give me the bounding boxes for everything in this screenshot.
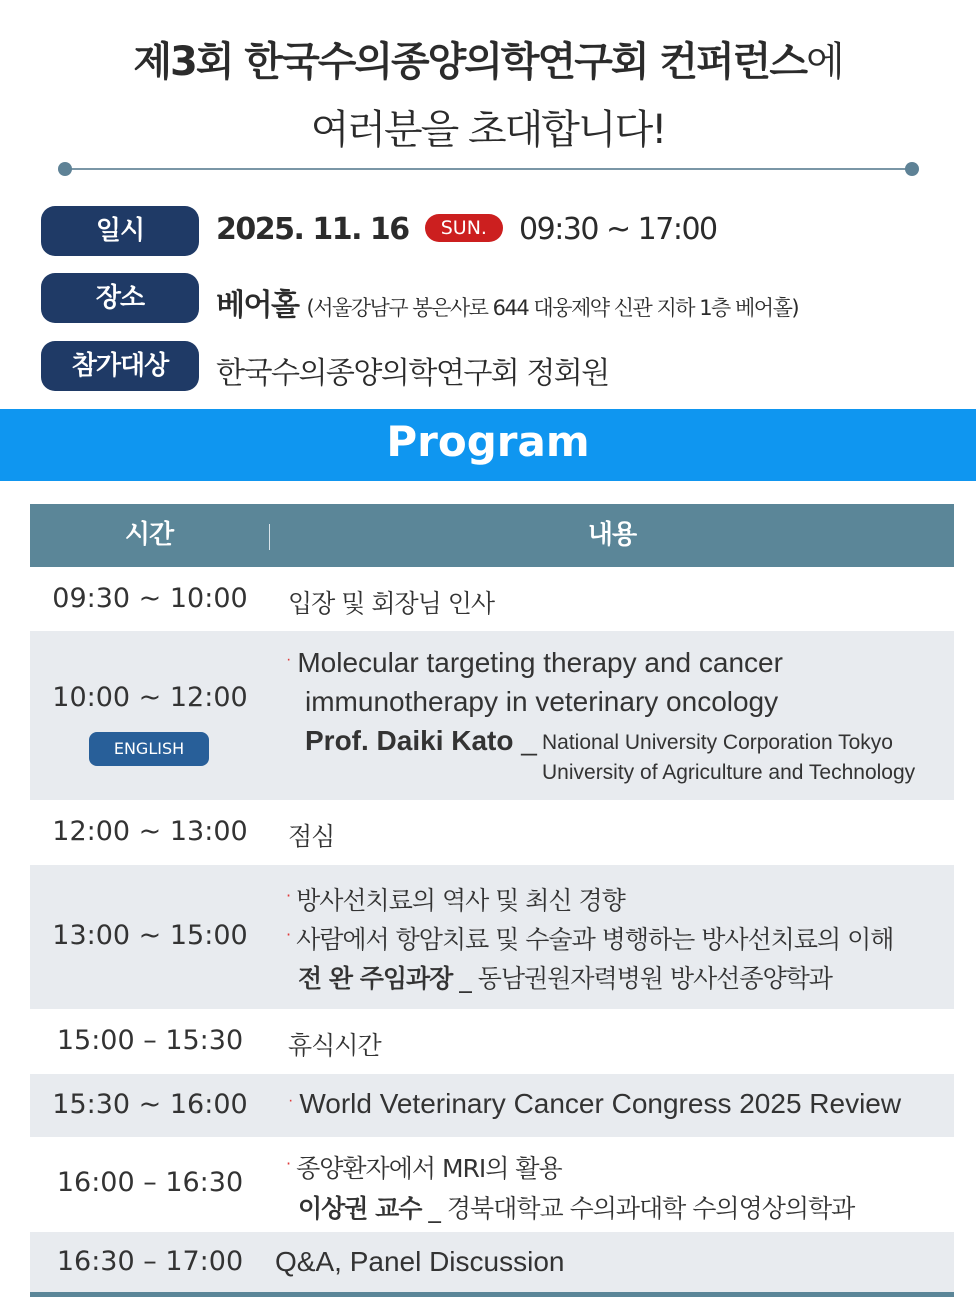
table-row bbox=[30, 1137, 954, 1232]
bullet-icon: · bbox=[288, 1092, 294, 1109]
english-badge: ENGLISH bbox=[89, 732, 209, 766]
weekday-badge: SUN. bbox=[425, 214, 503, 242]
row-content: 점심 bbox=[288, 822, 335, 851]
program-heading: Program bbox=[386, 417, 590, 466]
row-content: · World Veterinary Cancer Congress 2025 Review bbox=[288, 1088, 902, 1119]
row-content: 입장 및 회장님 인사 bbox=[288, 589, 495, 618]
speaker-line: 전 완 주임과장 _ 동남권원자력병원 방사선종양학과 bbox=[298, 964, 832, 993]
table-row bbox=[30, 800, 954, 865]
session-title-line1: · 종양환자에서 MRI의 활용 bbox=[286, 1154, 562, 1183]
divider-line bbox=[66, 168, 912, 170]
row-time: 12:00 ~ 13:00 bbox=[52, 816, 248, 847]
row-time: 16:00 – 16:30 bbox=[56, 1167, 244, 1198]
table-bottom-border bbox=[30, 1292, 954, 1297]
divider-dot-right bbox=[905, 162, 919, 176]
bullet-icon: · bbox=[286, 886, 291, 905]
page-title: 제3회 한국수의종양의학연구회 컨퍼런스에 bbox=[133, 39, 843, 85]
table-row bbox=[30, 567, 954, 631]
audience: 한국수의종양의학연구회 정회원 bbox=[216, 356, 609, 391]
bullet-icon: · bbox=[286, 1154, 291, 1173]
row-time: 15:30 ~ 16:00 bbox=[52, 1089, 248, 1120]
program-band bbox=[0, 409, 976, 481]
table-row bbox=[30, 631, 954, 800]
row-time: 15:00 – 15:30 bbox=[56, 1025, 244, 1056]
row-time: 09:30 ~ 10:00 bbox=[52, 583, 248, 614]
place-label: 장소 bbox=[41, 273, 199, 323]
place-address: (서울강남구 봉은사로 644 대웅제약 신관 지하 1층 베어홀) bbox=[306, 296, 799, 320]
speaker-affiliation: 동남권원자력병원 방사선종양학과 bbox=[477, 964, 832, 993]
speaker-name: Prof. Daiki Kato bbox=[305, 725, 514, 756]
place-row bbox=[216, 280, 798, 324]
divider-dot-left bbox=[58, 162, 72, 176]
row-time: 16:30 – 17:00 bbox=[56, 1246, 244, 1277]
session-title-line2: immunotherapy in veterinary oncology bbox=[305, 686, 779, 717]
column-header-time: 시간 bbox=[124, 520, 174, 550]
table-row bbox=[30, 865, 954, 1009]
speaker-affiliation: 경북대학교 수의과대학 수의영상의학과 bbox=[446, 1194, 855, 1223]
place-name: 베어홀 bbox=[216, 288, 299, 323]
date-row bbox=[216, 212, 717, 247]
speaker-affiliation-line2: University of Agriculture and Technology bbox=[542, 761, 916, 784]
event-time: 09:30 ~ 17:00 bbox=[519, 212, 717, 247]
column-header-content: 내용 bbox=[587, 520, 637, 550]
bullet-icon: · bbox=[286, 651, 292, 668]
page-subtitle: 여러분을 초대합니다! bbox=[310, 107, 666, 153]
session-title-line2: · 사람에서 항암치료 및 수술과 병행하는 방사선치료의 이해 bbox=[286, 925, 894, 954]
table-header bbox=[30, 504, 954, 567]
row-time: 10:00 ~ 12:00 bbox=[52, 682, 248, 713]
speaker-name: 이상권 교수 bbox=[298, 1194, 422, 1223]
speaker-line: Prof. Daiki Kato _ bbox=[305, 725, 537, 756]
date-label: 일시 bbox=[41, 206, 199, 256]
table-row bbox=[30, 1009, 954, 1074]
bullet-icon: · bbox=[286, 925, 291, 944]
audience-label: 참가대상 bbox=[41, 341, 199, 391]
speaker-line: 이상권 교수 _ 경북대학교 수의과대학 수의영상의학과 bbox=[298, 1194, 855, 1223]
table-row bbox=[30, 1074, 954, 1137]
table-row bbox=[30, 1232, 954, 1292]
row-time: 13:00 ~ 15:00 bbox=[52, 920, 248, 951]
event-date: 2025. 11. 16 bbox=[216, 212, 409, 247]
row-content: Q&A, Panel Discussion bbox=[275, 1246, 565, 1277]
session-title-line1: · Molecular targeting therapy and cancer bbox=[286, 647, 783, 678]
row-content: 휴식시간 bbox=[288, 1031, 381, 1060]
speaker-affiliation-line1: National University Corporation Tokyo bbox=[542, 731, 893, 754]
speaker-name: 전 완 주임과장 bbox=[298, 964, 453, 993]
session-title-line1: · 방사선치료의 역사 및 최신 경향 bbox=[286, 886, 625, 915]
